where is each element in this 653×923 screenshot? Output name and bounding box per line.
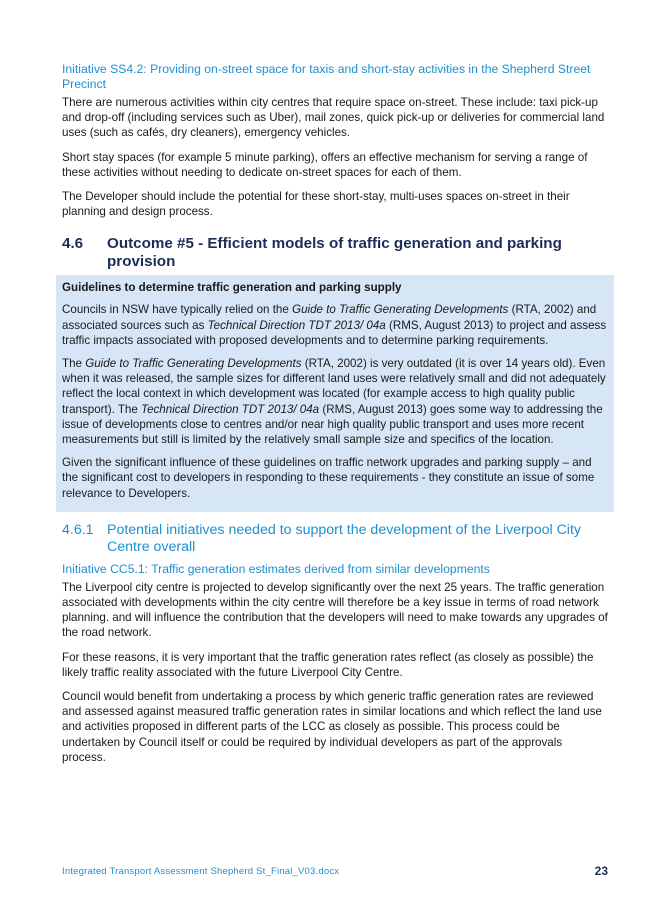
section-4-6-title: Outcome #5 - Efficient models of traffic generation and parking provision (107, 235, 562, 271)
guidelines-callout-box (56, 275, 614, 511)
cc51-paragraph-3: Council would benefit from undertaking a process by which generic traffic generation rates are reviewed and assessed against measured traffic generation rates in similar locations and which reflect the land use and activities proposed in different parts of the LCC as closely as possible. This process could be undertaken by Council itself or could be required by individual developers as part of the approvals process. (62, 690, 602, 764)
document-page (62, 62, 608, 774)
gp1-text-c: (RTA, 2002) and associated sources such as (62, 303, 597, 332)
gp1-guide-title: Guide to Traffic Generating Developments (292, 303, 509, 317)
initiative-ss42-title: Initiative SS4.2: Providing on-street space for taxis and short-stay activities in the Shepherd Street Precinct (62, 62, 591, 91)
guidelines-box-heading: Guidelines to determine traffic generation and parking supply (62, 281, 402, 295)
cc51-paragraph-1: The Liverpool city centre is projected to develop significantly over the next 25 years. The traffic generation associated with developments within the city centre will therefore be a key issue in terms of road network planning. and will influence the contribution that the developers will need to make towards any upgrades of the road network. (62, 580, 608, 640)
guidelines-paragraph-1 (62, 302, 608, 348)
gp2-tdt-title: Technical Direction TDT 2013/ 04a (141, 402, 320, 416)
gp1-text-e: (RMS, August 2013) to project and assess traffic impacts associated with proposed developments and to determine parking requirements. (62, 318, 607, 347)
gp1-text-a: Councils in NSW have typically relied on the (62, 303, 293, 317)
guidelines-paragraph-2 (62, 356, 608, 447)
gp2-text-e: (RMS, August 2013) goes some way to addressing the issue of developments close to centres and/or near high quality public transport and uses more recent measurements but still is limited by the relatively small sample size and specifics of the location. (62, 402, 603, 447)
gp2-text-c: (RTA, 2002) is very outdated (it is over 14 years old). Even when it was released, the sample sizes for different land uses were relatively small and did not adequately reflect the local context in which development was located (for example access to high quality public transport). The (62, 357, 606, 416)
section-4-6-number: 4.6 (62, 235, 84, 253)
section-4-6-1-number: 4.6.1 (62, 521, 94, 538)
footer-filename: Integrated Transport Assessment Shepherd St_Final_V03.docx (62, 866, 340, 877)
ss42-paragraph-1: There are numerous activities within city centres that require space on-street. These include: taxi pick-up and drop-off (including services such as Uber), mail zones, quick pick-up or deliveries for commercial land uses (such as cafés, dry cleaners), emergency vehicles. (62, 96, 605, 140)
initiative-cc51-title: Initiative CC5.1: Traffic generation estimates derived from similar developments (62, 561, 490, 576)
page-footer (62, 864, 608, 880)
section-4-6-heading (62, 235, 608, 271)
page-number: 23 (594, 864, 608, 878)
ss42-paragraph-3: The Developer should include the potential for these short-stay, multi-uses spaces on-street in their planning and design process. (62, 190, 570, 219)
cc51-paragraph-2: For these reasons, it is very important that the traffic generation rates reflect (as closely as possible) the likely traffic reality associated with the future Liverpool City Centre. (62, 650, 594, 679)
gp2-guide-title: Guide to Traffic Generating Developments (85, 357, 302, 371)
guidelines-paragraph-3: Given the significant influence of these guidelines on traffic network upgrades and parking supply – and the significant cost to developers in responding to these requirements - they constitute an issue of some relevance to Developers. (62, 456, 595, 500)
gp2-text-a: The (62, 357, 86, 371)
section-4-6-1-heading (62, 522, 608, 556)
ss42-paragraph-2: Short stay spaces (for example 5 minute parking), offers an effective mechanism for serving a range of these activities without needing to dedicate on-street spaces for each of them. (62, 150, 588, 179)
section-4-6-1-title: Potential initiatives needed to support the development of the Liverpool City Centre overall (107, 521, 581, 555)
gp1-tdt-title: Technical Direction TDT 2013/ 04a (207, 318, 386, 332)
